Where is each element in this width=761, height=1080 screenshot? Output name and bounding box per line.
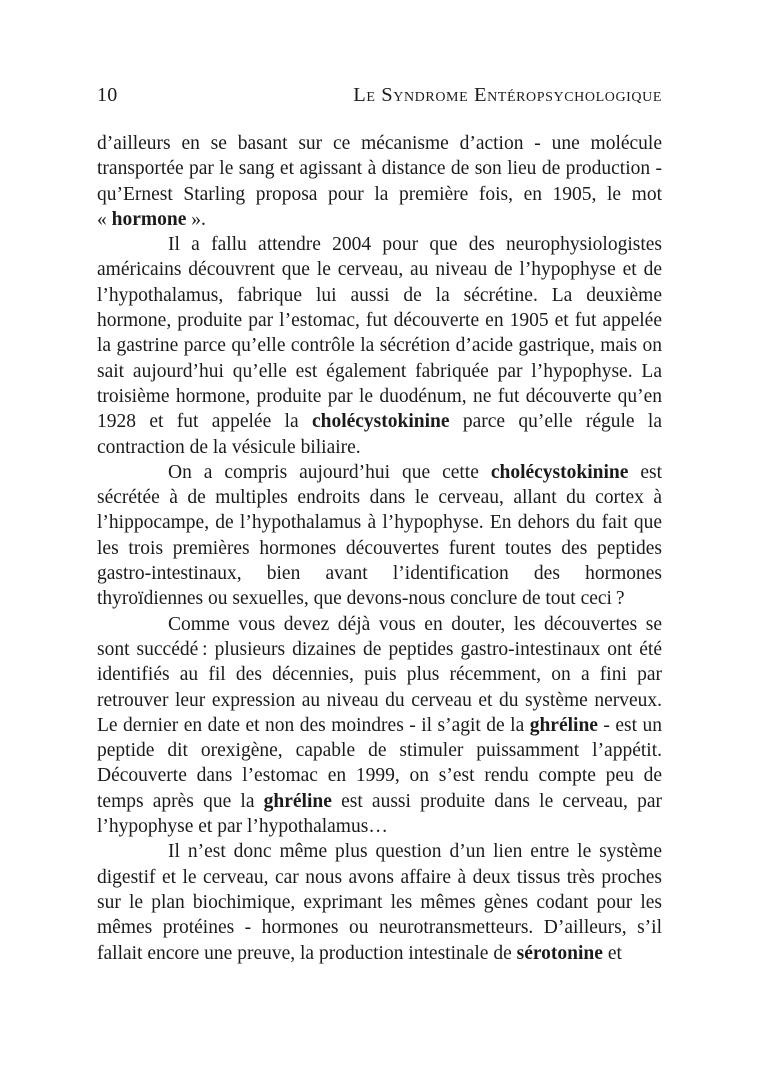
running-header	[97, 84, 662, 107]
text-run: Il n’est donc même plus question d’un lien entre le système digestif et le cerveau, car nous avons affaire à deux tissus très proches sur le plan biochimique, exprimant les mêmes gènes codant pour les mêmes protéines - hormones ou neurotransmetteurs. D’ailleurs, s’il fallait encore une preuve, la production intestinale de	[97, 841, 662, 964]
page-number: 10	[97, 84, 118, 106]
text-run: est sécrétée à de multiples endroits dans le cerveau, allant du cortex à l’hippocampe, de l’hypothalamus à l’hypophyse. En dehors du fait que les trois premières hormones découvertes furent toutes des peptides gastro-intestinaux, bien avant l’identification des hormones thyroïdiennes ou sexuelles, que devons-nous conclure de tout ceci ?	[97, 461, 662, 610]
paragraph	[97, 131, 662, 232]
text-run: On a compris aujourd’hui que cette	[168, 461, 491, 483]
paragraph	[97, 460, 662, 612]
text-run: ».	[186, 208, 206, 230]
bold-term: ghréline	[263, 790, 332, 812]
paragraph	[97, 612, 662, 840]
text-run: Il a fallu attendre 2004 pour que des neurophysiologistes américains découvrent que le cerveau, au niveau de l’hypophyse et de l’hypothalamus, fabrique lui aussi de la sécrétine. La deuxième hormone, produite par l’estomac, fut découverte en 1905 et fut appelée la gastrine parce qu’elle contrôle la sécrétion d’acide gastrique, mais on sait aujourd’hui qu’elle est également fabriquée par l’hypophyse. La troisième hormone, produite par le duodénum, ne fut découverte qu’en 1928 et fut appelée la	[97, 234, 662, 433]
text-run: est aussi produite dans le cerveau, par l’hypophyse et par l’hypothalamus…	[97, 790, 662, 838]
bold-term: ghréline	[529, 714, 598, 736]
page-body	[97, 131, 662, 966]
text-run: et	[602, 942, 622, 964]
paragraph	[97, 232, 662, 460]
bold-term: cholécystokinine	[490, 461, 629, 483]
paragraph	[97, 839, 662, 965]
text-run: - est un peptide dit orexigène, capable de stimuler puissamment l’appétit. Découverte dans l’estomac en 1999, on s’est rendu compte peu de temps après que la	[97, 714, 662, 812]
text-run: Comme vous devez déjà vous en douter, les découvertes se sont succédé : plusieurs dizaines de peptides gastro-intestinaux ont été identifiés au fil des décennies, puis plus récemment, on a fini par retrouver leur expression au niveau du cerveau et du système nerveux. Le dernier en date et non des moindres - il s’agit de la	[97, 613, 662, 736]
text-run: d’ailleurs en se basant sur ce mécanisme d’action - une molécule transportée par le sang et agissant à distance de son lieu de production - qu’Ernest Starling proposa pour la première fois, en 1905, le mot «	[97, 133, 662, 230]
text-run: parce qu’elle régule la contraction de la vésicule biliaire.	[97, 411, 662, 458]
bold-term: sérotonine	[516, 942, 603, 964]
running-title: Le Syndrome Entéropsychologique	[353, 84, 662, 106]
bold-term: cholécystokinine	[311, 411, 450, 433]
bold-term: hormone	[111, 208, 187, 230]
